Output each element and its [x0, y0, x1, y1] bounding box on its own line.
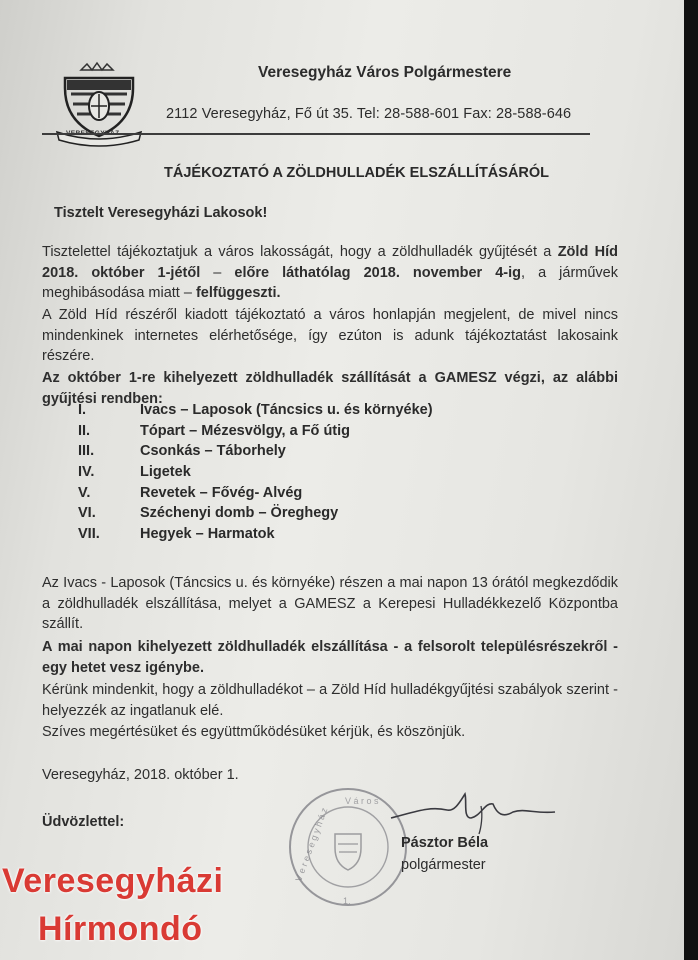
list-item-number: I. [78, 402, 87, 418]
list-item-name: Széchenyi domb – Öreghegy [140, 505, 339, 522]
list-item [78, 443, 498, 464]
signer-role: polgármester [401, 857, 486, 873]
list-item-number: VII. [78, 526, 100, 543]
list-item [78, 402, 498, 423]
intro-text-2: – [200, 264, 235, 281]
schedule-intro-paragraph: Az október 1-re kihelyezett zöldhulladék szállítását a GAMESZ végzi, az alábbi gyűjtési rendben: [42, 370, 618, 407]
list-item-name: Hegyek – Harmatok [140, 526, 275, 543]
intro-text-3: , a járművek meghibásodása miatt – [42, 264, 618, 301]
area-list [78, 402, 498, 547]
svg-text:V á r o s: V á r o s [345, 796, 379, 806]
list-item-name: Ligetek [140, 464, 191, 481]
collection-start-paragraph: Az Ivacs - Laposok (Táncsics u. és környéke) részen a mai napon 13 órától megkezdődik a zöldhulladék elszállítása, melyet a GAMESZ a Kerepesi Hulladékkezelő Központba szállít. [42, 575, 618, 632]
header-divider [42, 133, 590, 135]
intro-bold-3: felfüggeszti. [195, 285, 281, 301]
list-item [78, 423, 498, 444]
list-item-number: III. [78, 443, 95, 460]
thanks-paragraph: Szíves megértésüket és együttműködésüket kérjük, és köszönjük. [42, 724, 466, 740]
list-item-number: IV. [78, 464, 95, 481]
watermark-line-1: Veresegyházi [2, 862, 224, 900]
photo-edge-shadow [684, 0, 698, 960]
website-paragraph: A Zöld Híd részéről kiadott tájékoztató a város honlapján megjelent, de mivel nincs mindenkinek internetes elérhetősége, így ezúton is adunk tájékoztatást lakosaink részére. [42, 307, 618, 364]
duration-paragraph: A mai napon kihelyezett zöldhulladék elszállítása - a felsorolt településrészekről - egy hetet vesz igénybe. [42, 639, 618, 676]
list-item-name: Tópart – Mézesvölgy, a Fő útig [140, 422, 351, 439]
list-item-name: Csonkás – Táborhely [140, 443, 286, 460]
office-name: Veresegyház Város Polgármestere [258, 64, 512, 81]
svg-text:V e r e s e g y h á z: V e r e s e g y h á z [293, 806, 330, 883]
intro-text-1: Tisztelettel tájékoztatjuk a város lakosságát, hogy a zöldhulladék gyűjtését a [42, 244, 558, 260]
list-item [78, 485, 498, 506]
intro-bold-1: Zöld Híd 2018. október 1-jétől [42, 244, 618, 281]
intro-paragraph [42, 242, 618, 304]
document-title: TÁJÉKOZTATÓ A ZÖLDHULLADÉK ELSZÁLLÍTÁSÁRÓL [164, 165, 550, 181]
greeting: Tisztelt Veresegyházi Lakosok! [54, 205, 268, 221]
closing-regards: Üdvözlettel: [42, 814, 125, 830]
list-item [78, 526, 498, 547]
list-item [78, 505, 498, 526]
watermark-line-2: Hírmondó [38, 910, 203, 948]
handwritten-signature [385, 788, 565, 838]
signer-name: Pásztor Béla [401, 835, 489, 851]
svg-text:1.: 1. [343, 896, 351, 906]
list-item-number: II. [78, 422, 91, 439]
list-item-number: VI. [78, 505, 96, 522]
request-paragraph: Kérünk mindenkit, hogy a zöldhulladékot – a Zöld Híd hulladékgyűjtési szabályok szerint - helyezzék az ingatlanuk elé. [42, 682, 618, 719]
list-item [78, 464, 498, 485]
office-address: 2112 Veresegyház, Fő út 35. Tel: 28-588-601 Fax: 28-588-646 [166, 106, 572, 122]
letter-date: Veresegyház, 2018. október 1. [42, 767, 239, 783]
list-item-name: Revetek – Fővég- Alvég [140, 484, 303, 501]
list-item-name: Ivacs – Laposok (Táncsics u. és környéke) [140, 402, 433, 418]
intro-bold-2: előre láthatólag 2018. november 4-ig [234, 264, 522, 281]
list-item-number: V. [78, 484, 91, 501]
